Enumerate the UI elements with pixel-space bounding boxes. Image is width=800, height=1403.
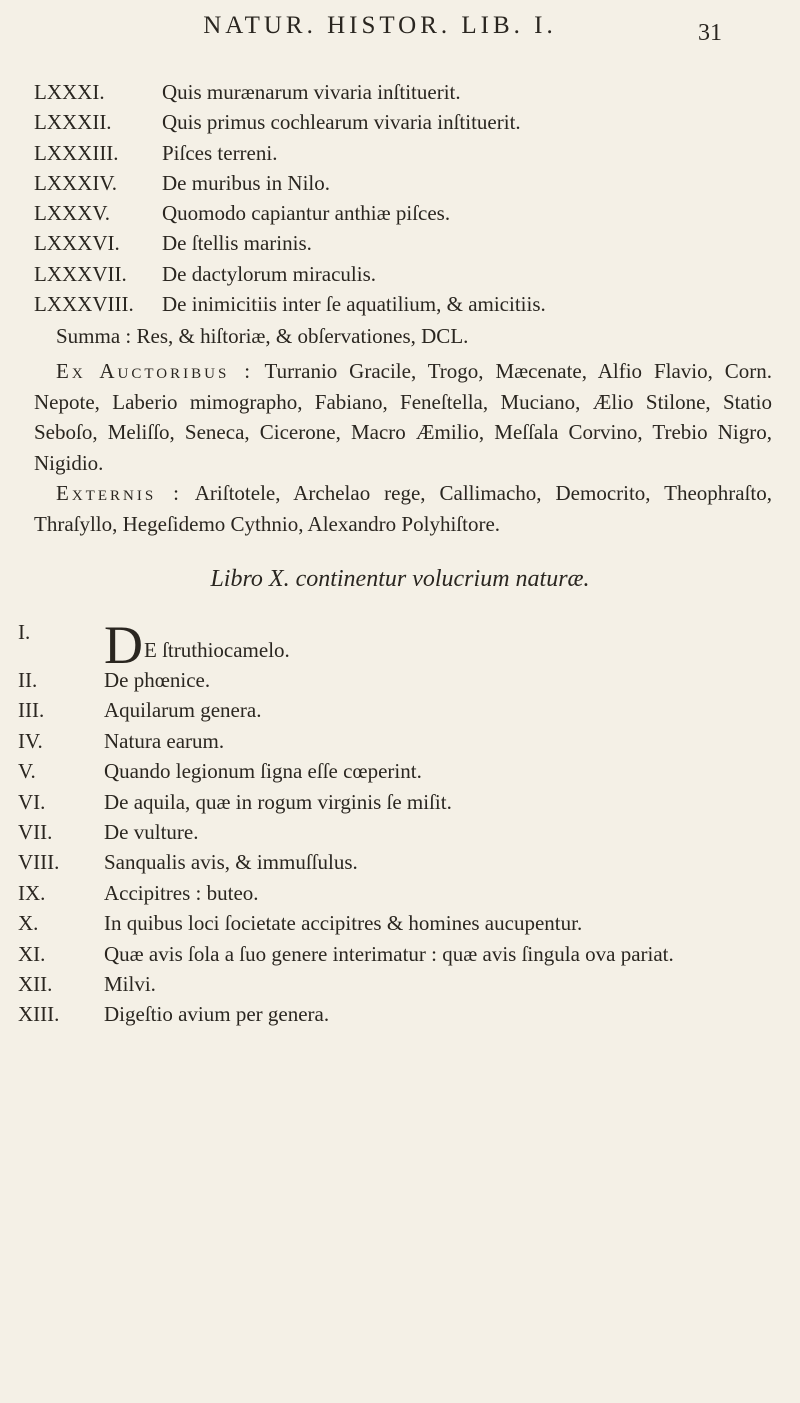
index-list [34, 80, 774, 322]
chapter-number: II. [18, 668, 38, 692]
list-item [18, 695, 778, 725]
chapter-number: IX. [18, 880, 46, 905]
chapter-title: De aquila, quæ in rogum virginis ſe miſit. [104, 789, 452, 814]
item-text: De dactylorum miraculis. [162, 261, 377, 286]
chapter-number: VIII. [18, 850, 60, 875]
item-number: LXXXVIII. [34, 292, 134, 317]
chapter-title: De phœnice. [104, 668, 211, 692]
chapter-number: IV. [18, 728, 43, 753]
item-number: LXXXII. [34, 110, 112, 135]
chapter-title: E ſtruthiocamelo. [144, 638, 290, 662]
chapter-title: Quæ avis ſola a ſuo genere interimatur : quæ avis ſingula ova pariat. [104, 941, 674, 966]
chapter-title: Quando legionum ſigna eſſe cœperint. [104, 759, 422, 784]
chapter-number: III. [18, 698, 45, 723]
foreign-authors [34, 478, 772, 539]
chapter-number: V. [18, 759, 36, 784]
chapter-number: X. [18, 911, 39, 936]
item-text: Quis murænarum vivaria inſtituerit. [162, 80, 461, 104]
list-item [18, 939, 778, 969]
item-text: Piſces terreni. [162, 140, 278, 165]
foreign-authors-text: Ariſtotele, Archelao rege, Callimacho, Democrito, Theophraſto, Thraſyllo, Hegeſidemo Cythnio, Alexandro Polyhiſtore. [34, 481, 772, 536]
chapter-number: XI. [18, 941, 46, 966]
chapter-title: Digeſtio avium per genera. [104, 1002, 330, 1027]
item-text: De ſtellis marinis. [162, 231, 312, 256]
list-item [18, 847, 778, 877]
list-item [18, 726, 778, 756]
item-number: LXXXVI. [34, 231, 120, 256]
list-item [18, 999, 778, 1029]
chapter-title: Natura earum. [104, 728, 225, 753]
list-item [18, 969, 778, 999]
chapter-text [104, 615, 778, 675]
list-item [18, 878, 778, 908]
item-text: Quomodo capiantur anthiæ piſces. [162, 201, 451, 226]
list-item [34, 231, 774, 261]
running-head: NATUR. HISTOR. LIB. I. [203, 12, 557, 39]
item-text: De muribus in Nilo. [162, 170, 330, 195]
chapter-title: Accipitres : buteo. [104, 880, 259, 905]
page-number: 31 [698, 20, 722, 46]
chapter-number: VI. [18, 789, 46, 814]
list-item [18, 665, 778, 695]
list-item [34, 110, 774, 140]
item-text: De inimicitiis inter ſe aquatilium, & amicitiis. [162, 292, 546, 317]
list-item [18, 817, 778, 847]
ex-auctoribus-label: Ex Auctoribus : [56, 359, 254, 383]
list-item [34, 201, 774, 231]
list-item [34, 292, 774, 322]
chapter-number: VII. [18, 820, 53, 845]
book-heading: Libro X. continentur volucrium naturæ. [210, 566, 590, 592]
item-number: LXXXVII. [34, 261, 127, 286]
item-number: LXXXI. [34, 80, 105, 104]
list-item [18, 787, 778, 817]
list-item [34, 171, 774, 201]
authors-block [34, 356, 772, 540]
chapter-title: In quibus loci ſocietate accipitres & homines aucupentur. [104, 911, 583, 936]
chapter-title: Sanqualis avis, & immuſſulus. [104, 850, 358, 875]
chapter-number: XIII. [18, 1002, 60, 1027]
list-item [18, 908, 778, 938]
chapter-title: Aquilarum genera. [104, 698, 262, 723]
item-text: Quis primus cochlearum vivaria inſtituerit. [162, 110, 521, 135]
list-item [34, 80, 774, 110]
chapter-number: I. [18, 620, 31, 644]
chapter-list [18, 617, 778, 1030]
drop-cap: D [104, 615, 143, 675]
list-item [34, 262, 774, 292]
summa-line: Summa : Res, & hiſtoriæ, & obſervationes, DCL. [56, 324, 469, 348]
chapter-title: De vulture. [104, 820, 199, 845]
item-number: LXXXV. [34, 201, 111, 226]
item-number: LXXXIV. [34, 170, 118, 195]
externis-label: Externis : [56, 481, 182, 506]
item-number: LXXXIII. [34, 140, 119, 165]
list-item [34, 141, 774, 171]
roman-authors-text: Turranio Gracile, Trogo, Mæcenate, Alfio Flavio, Corn. Nepote, Laberio mimographo, Fabiano, Feneſtella, Muciano, Ælio Stilone, Statio Seboſo, Meliſſo, Seneca, Cicerone, Macro Æmilio, Meſſala Corvino, Trebio Nigro, Nigidio. [34, 359, 772, 475]
list-item [18, 756, 778, 786]
chapter-title: Milvi. [104, 972, 156, 997]
chapter-number: XII. [18, 972, 53, 997]
roman-authors [34, 356, 772, 478]
list-item [18, 615, 778, 675]
